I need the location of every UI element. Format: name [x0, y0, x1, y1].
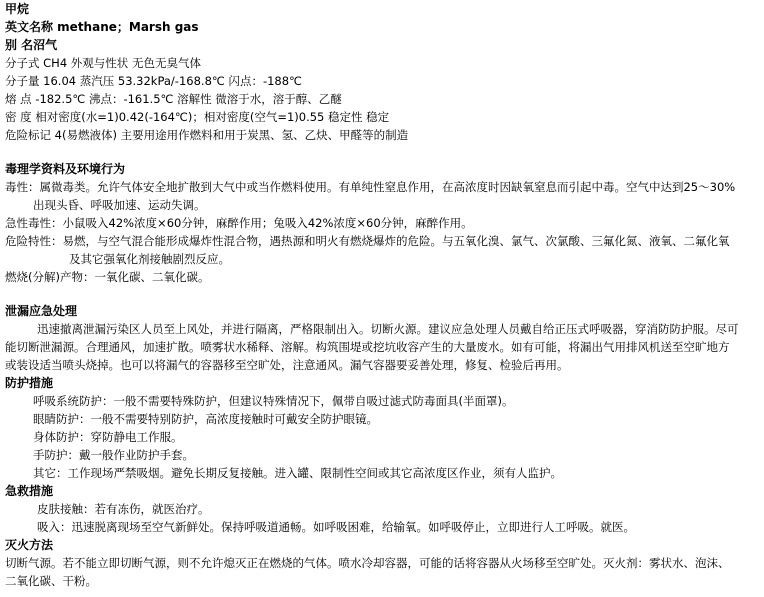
- fire-line-1: 切断气源。若不能立即切断气源，则不允许熄灭正在燃烧的气体。喷水冷却容器，可能的话将容器从火场移至空旷处。灭火剂：雾状水、泡沫、: [5, 556, 730, 570]
- toxicity-line-1: 毒性：属微毒类。允许气体安全地扩散到大气中或当作燃料使用。有单纯性窒息作用，在高浓度时因缺氧窒息而引起中毒。空气中达到25～30%: [5, 180, 736, 194]
- property-melting-point: 熔 点 -182.5℃ 沸点：-161.5℃ 溶解性 微溶于水，溶于醇、乙醚: [5, 92, 342, 106]
- alias: 别 名沼气: [5, 38, 58, 52]
- hazard-line-2: 及其它强氧化剂接触剧烈反应。: [69, 252, 230, 266]
- leak-line-2: 能切断泄漏源。合理通风，加速扩散。喷雾状水稀释、溶解。构筑围堤或挖坑收容产生的大量废水。如有可能，将漏出气用排风机送至空旷地方: [5, 340, 730, 354]
- property-hazard-mark: 危险标记 4(易燃液体) 主要用途用作燃料和用于炭黑、氢、乙炔、甲醛等的制造: [5, 128, 409, 142]
- first-aid-inhale: 吸入：迅速脱离现场至空气新鲜处。保持呼吸道通畅。如呼吸困难，给输氧。如呼吸停止，立即进行人工呼吸。就医。: [37, 520, 635, 534]
- substance-title: 甲烷: [5, 2, 30, 16]
- property-density: 密 度 相对密度(水=1)0.42(-164℃)；相对密度(空气=1)0.55 稳定性 稳定: [5, 110, 390, 124]
- protection-respiratory: 呼吸系统防护：一般不需要特殊防护，但建议特殊情况下，佩带自吸过滤式防毒面具(半面罩)。: [33, 394, 514, 408]
- leak-line-3: 或装设适当喷头烧掉。也可以将漏气的容器移至空旷处，注意通风。漏气容器要妥善处理，修复、检验后再用。: [5, 358, 569, 372]
- combustion-products: 燃烧(分解)产物：一氧化碳、二氧化碳。: [5, 270, 210, 284]
- english-name: 英文名称 methane；Marsh gas: [5, 20, 199, 34]
- toxicity-line-2: 出现头昏、呼吸加速、运动失调。: [33, 198, 206, 212]
- property-molecular-weight: 分子量 16.04 蒸汽压 53.32kPa/-168.8℃ 闪点：-188℃: [5, 74, 302, 88]
- protection-other: 其它：工作现场严禁吸烟。避免长期反复接触。进入罐、限制性空间或其它高浓度区作业，须有人监护。: [33, 466, 562, 480]
- protection-eyes: 眼睛防护：一般不需要特别防护，高浓度接触时可戴安全防护眼镜。: [33, 412, 378, 426]
- hazard-line-1: 危险特性：易燃，与空气混合能形成爆炸性混合物，遇热源和明火有燃烧爆炸的危险。与五氧化溴、氯气、次氯酸、三氟化氮、液氧、二氟化氧: [5, 234, 730, 248]
- protection-heading: 防护措施: [5, 376, 54, 390]
- leak-heading: 泄漏应急处理: [5, 304, 78, 318]
- protection-hands: 手防护：戴一般作业防护手套。: [33, 448, 194, 462]
- first-aid-heading: 急救措施: [5, 484, 54, 498]
- toxicology-heading: 毒理学资料及环境行为: [5, 162, 126, 176]
- acute-toxicity: 急性毒性：小鼠吸入42%浓度×60分钟，麻醉作用；兔吸入42%浓度×60分钟，麻醉作用。: [5, 216, 473, 230]
- leak-line-1: 迅速撤离泄漏污染区人员至上风处，并进行隔离，严格限制出入。切断火源。建议应急处理人员戴自给正压式呼吸器，穿消防防护服。尽可: [37, 322, 739, 336]
- protection-body: 身体防护：穿防静电工作服。: [33, 430, 183, 444]
- property-formula: 分子式 CH4 外观与性状 无色无臭气体: [5, 56, 201, 70]
- fire-heading: 灭火方法: [5, 538, 54, 552]
- first-aid-skin: 皮肤接触：若有冻伤，就医治疗。: [37, 502, 210, 516]
- fire-line-2: 二氧化碳、干粉。: [5, 574, 97, 588]
